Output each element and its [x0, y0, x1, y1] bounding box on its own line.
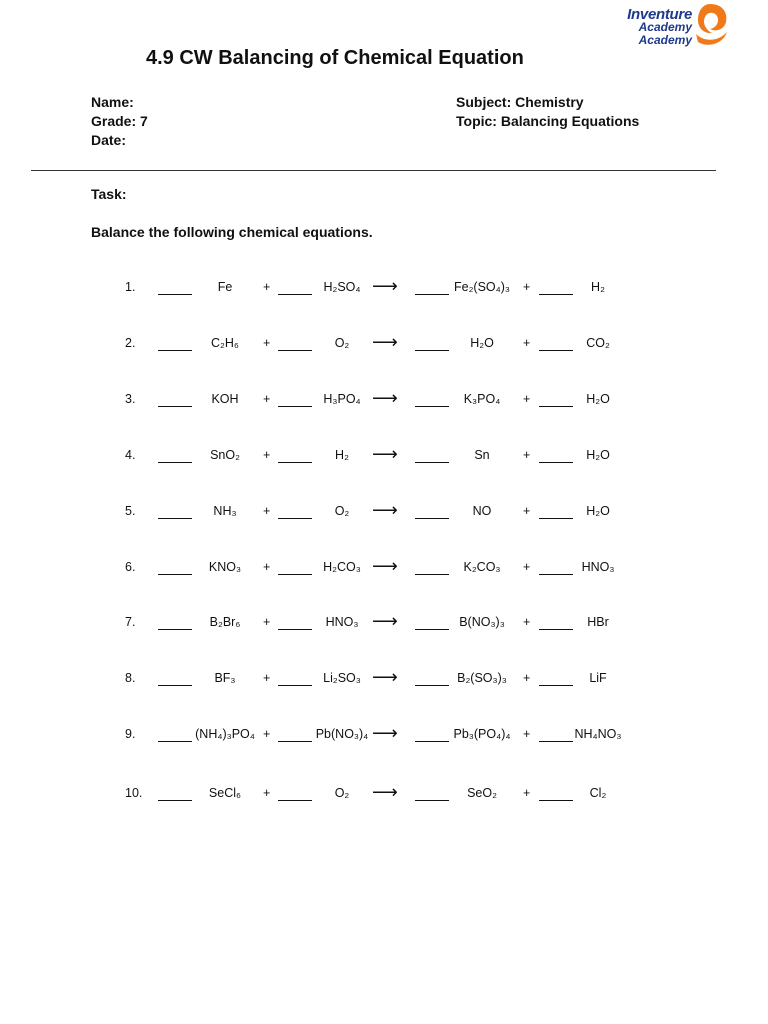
product-2: CO₂ — [586, 336, 610, 350]
topic-label: Topic: Balancing Equations — [456, 113, 640, 129]
date-label: Date: — [91, 132, 127, 148]
plus-sign: + — [523, 727, 531, 741]
product-1: K₃PO₄ — [463, 392, 501, 406]
product-2: H₂ — [591, 280, 605, 294]
reactant-2: O₂ — [334, 504, 350, 518]
reactant-1: C₂H₆ — [211, 336, 239, 350]
reactant-1: B₂Br₆ — [209, 615, 241, 629]
reactant-2: O₂ — [334, 336, 350, 350]
product-2: H₂O — [586, 504, 610, 518]
equation-number: 4. — [125, 448, 136, 462]
logo-line-3: Academy — [638, 33, 692, 47]
product-1: B₂(SO₃)₃ — [457, 671, 507, 685]
name-label: Name: — [91, 94, 134, 110]
equation-number: 3. — [125, 392, 136, 406]
reactant-2: H₂ — [335, 448, 349, 462]
plus-sign: + — [523, 336, 531, 350]
reactant-2: O₂ — [334, 786, 350, 800]
reactant-1: KOH — [211, 392, 239, 406]
product-1: SeO₂ — [467, 786, 497, 800]
product-2: H₂O — [586, 448, 610, 462]
reactant-2: Pb(NO₃)₄ — [315, 727, 369, 741]
equation-row — [0, 444, 768, 468]
reaction-arrow-icon: ⟶ — [372, 667, 398, 687]
product-2: HNO₃ — [581, 560, 615, 574]
reaction-arrow-icon: ⟶ — [372, 388, 398, 408]
product-1: Sn — [474, 448, 490, 462]
coefficient-blank-2[interactable] — [278, 280, 312, 295]
product-1: H₂O — [470, 336, 494, 350]
instruction-text: Balance the following chemical equations. — [91, 224, 373, 240]
plus-sign: + — [263, 727, 271, 741]
reaction-arrow-icon: ⟶ — [372, 611, 398, 631]
plus-sign: + — [523, 504, 531, 518]
orange-swirl-logo-icon — [690, 2, 730, 50]
product-2: HBr — [587, 615, 609, 629]
equation-number: 8. — [125, 671, 136, 685]
plus-sign: + — [263, 448, 271, 462]
equation-number: 7. — [125, 615, 136, 629]
reactant-1: NH₃ — [213, 504, 237, 518]
reaction-arrow-icon: ⟶ — [372, 782, 398, 802]
reactant-1: SnO₂ — [210, 448, 240, 462]
plus-sign: + — [263, 336, 271, 350]
reactant-2: HNO₃ — [325, 615, 359, 629]
reactant-1: BF₃ — [214, 671, 236, 685]
equation-number: 6. — [125, 560, 136, 574]
coefficient-blank-2[interactable] — [278, 504, 312, 519]
coefficient-blank-2[interactable] — [278, 336, 312, 351]
reactant-1: KNO₃ — [208, 560, 242, 574]
student-info — [91, 93, 148, 150]
product-1: Fe₂(SO₄)₃ — [453, 280, 511, 294]
coefficient-blank-2[interactable] — [278, 448, 312, 463]
coefficient-blank-2[interactable] — [278, 615, 312, 630]
plus-sign: + — [523, 392, 531, 406]
plus-sign: + — [263, 671, 271, 685]
task-label: Task: — [91, 186, 127, 202]
plus-sign: + — [523, 448, 531, 462]
reactant-1: Fe — [217, 280, 233, 294]
equation-number: 5. — [125, 504, 136, 518]
equation-number: 9. — [125, 727, 136, 741]
reactant-1: SeCl₆ — [208, 786, 242, 800]
plus-sign: + — [263, 560, 271, 574]
equation-row — [0, 332, 768, 356]
reactant-2: H₃PO₄ — [323, 392, 361, 406]
product-1: K₂CO₃ — [463, 560, 501, 574]
reaction-arrow-icon: ⟶ — [372, 500, 398, 520]
product-1: B(NO₃)₃ — [459, 615, 505, 629]
product-1: Pb₃(PO₄)₄ — [453, 727, 511, 741]
course-info — [456, 93, 639, 131]
plus-sign: + — [523, 615, 531, 629]
coefficient-blank-2[interactable] — [278, 786, 312, 801]
reactant-2: Li₂SO₃ — [323, 671, 361, 685]
inventure-academy-logo — [606, 2, 730, 52]
equation-row — [0, 782, 768, 806]
reaction-arrow-icon: ⟶ — [372, 723, 398, 743]
product-2: LiF — [589, 671, 607, 685]
logo-text — [627, 8, 692, 47]
plus-sign: + — [523, 786, 531, 800]
coefficient-blank-2[interactable] — [278, 392, 312, 407]
equation-number: 10. — [125, 786, 143, 800]
reactant-1: (NH₄)₃PO₄ — [195, 727, 255, 741]
reactant-2: H₂CO₃ — [323, 560, 361, 574]
coefficient-blank-2[interactable] — [278, 560, 312, 575]
equation-number: 1. — [125, 280, 136, 294]
equation-row — [0, 667, 768, 691]
page-title: 4.9 CW Balancing of Chemical Equation — [146, 47, 524, 69]
plus-sign: + — [263, 392, 271, 406]
reaction-arrow-icon: ⟶ — [372, 276, 398, 296]
plus-sign: + — [523, 671, 531, 685]
plus-sign: + — [263, 280, 271, 294]
subject-label: Subject: Chemistry — [456, 94, 584, 110]
plus-sign: + — [523, 560, 531, 574]
coefficient-blank-2[interactable] — [278, 727, 312, 742]
product-1: NO — [472, 504, 492, 518]
reaction-arrow-icon: ⟶ — [372, 332, 398, 352]
plus-sign: + — [263, 615, 271, 629]
coefficient-blank-2[interactable] — [278, 671, 312, 686]
product-2: NH₄NO₃ — [574, 727, 622, 741]
grade-label: Grade: 7 — [91, 113, 148, 129]
plus-sign: + — [263, 504, 271, 518]
logo-line-1: Inventure — [627, 6, 692, 23]
product-2: H₂O — [586, 392, 610, 406]
equation-row — [0, 276, 768, 300]
equation-row — [0, 500, 768, 524]
equation-row — [0, 388, 768, 412]
reaction-arrow-icon: ⟶ — [372, 444, 398, 464]
header-divider — [31, 170, 716, 171]
equation-number: 2. — [125, 336, 136, 350]
equation-row — [0, 611, 768, 635]
equation-row — [0, 556, 768, 580]
logo-line-2: Academy — [638, 20, 692, 34]
reaction-arrow-icon: ⟶ — [372, 556, 398, 576]
reactant-2: H₂SO₄ — [323, 280, 361, 294]
plus-sign: + — [263, 786, 271, 800]
equation-row — [0, 723, 768, 747]
product-2: Cl₂ — [589, 786, 607, 800]
plus-sign: + — [523, 280, 531, 294]
